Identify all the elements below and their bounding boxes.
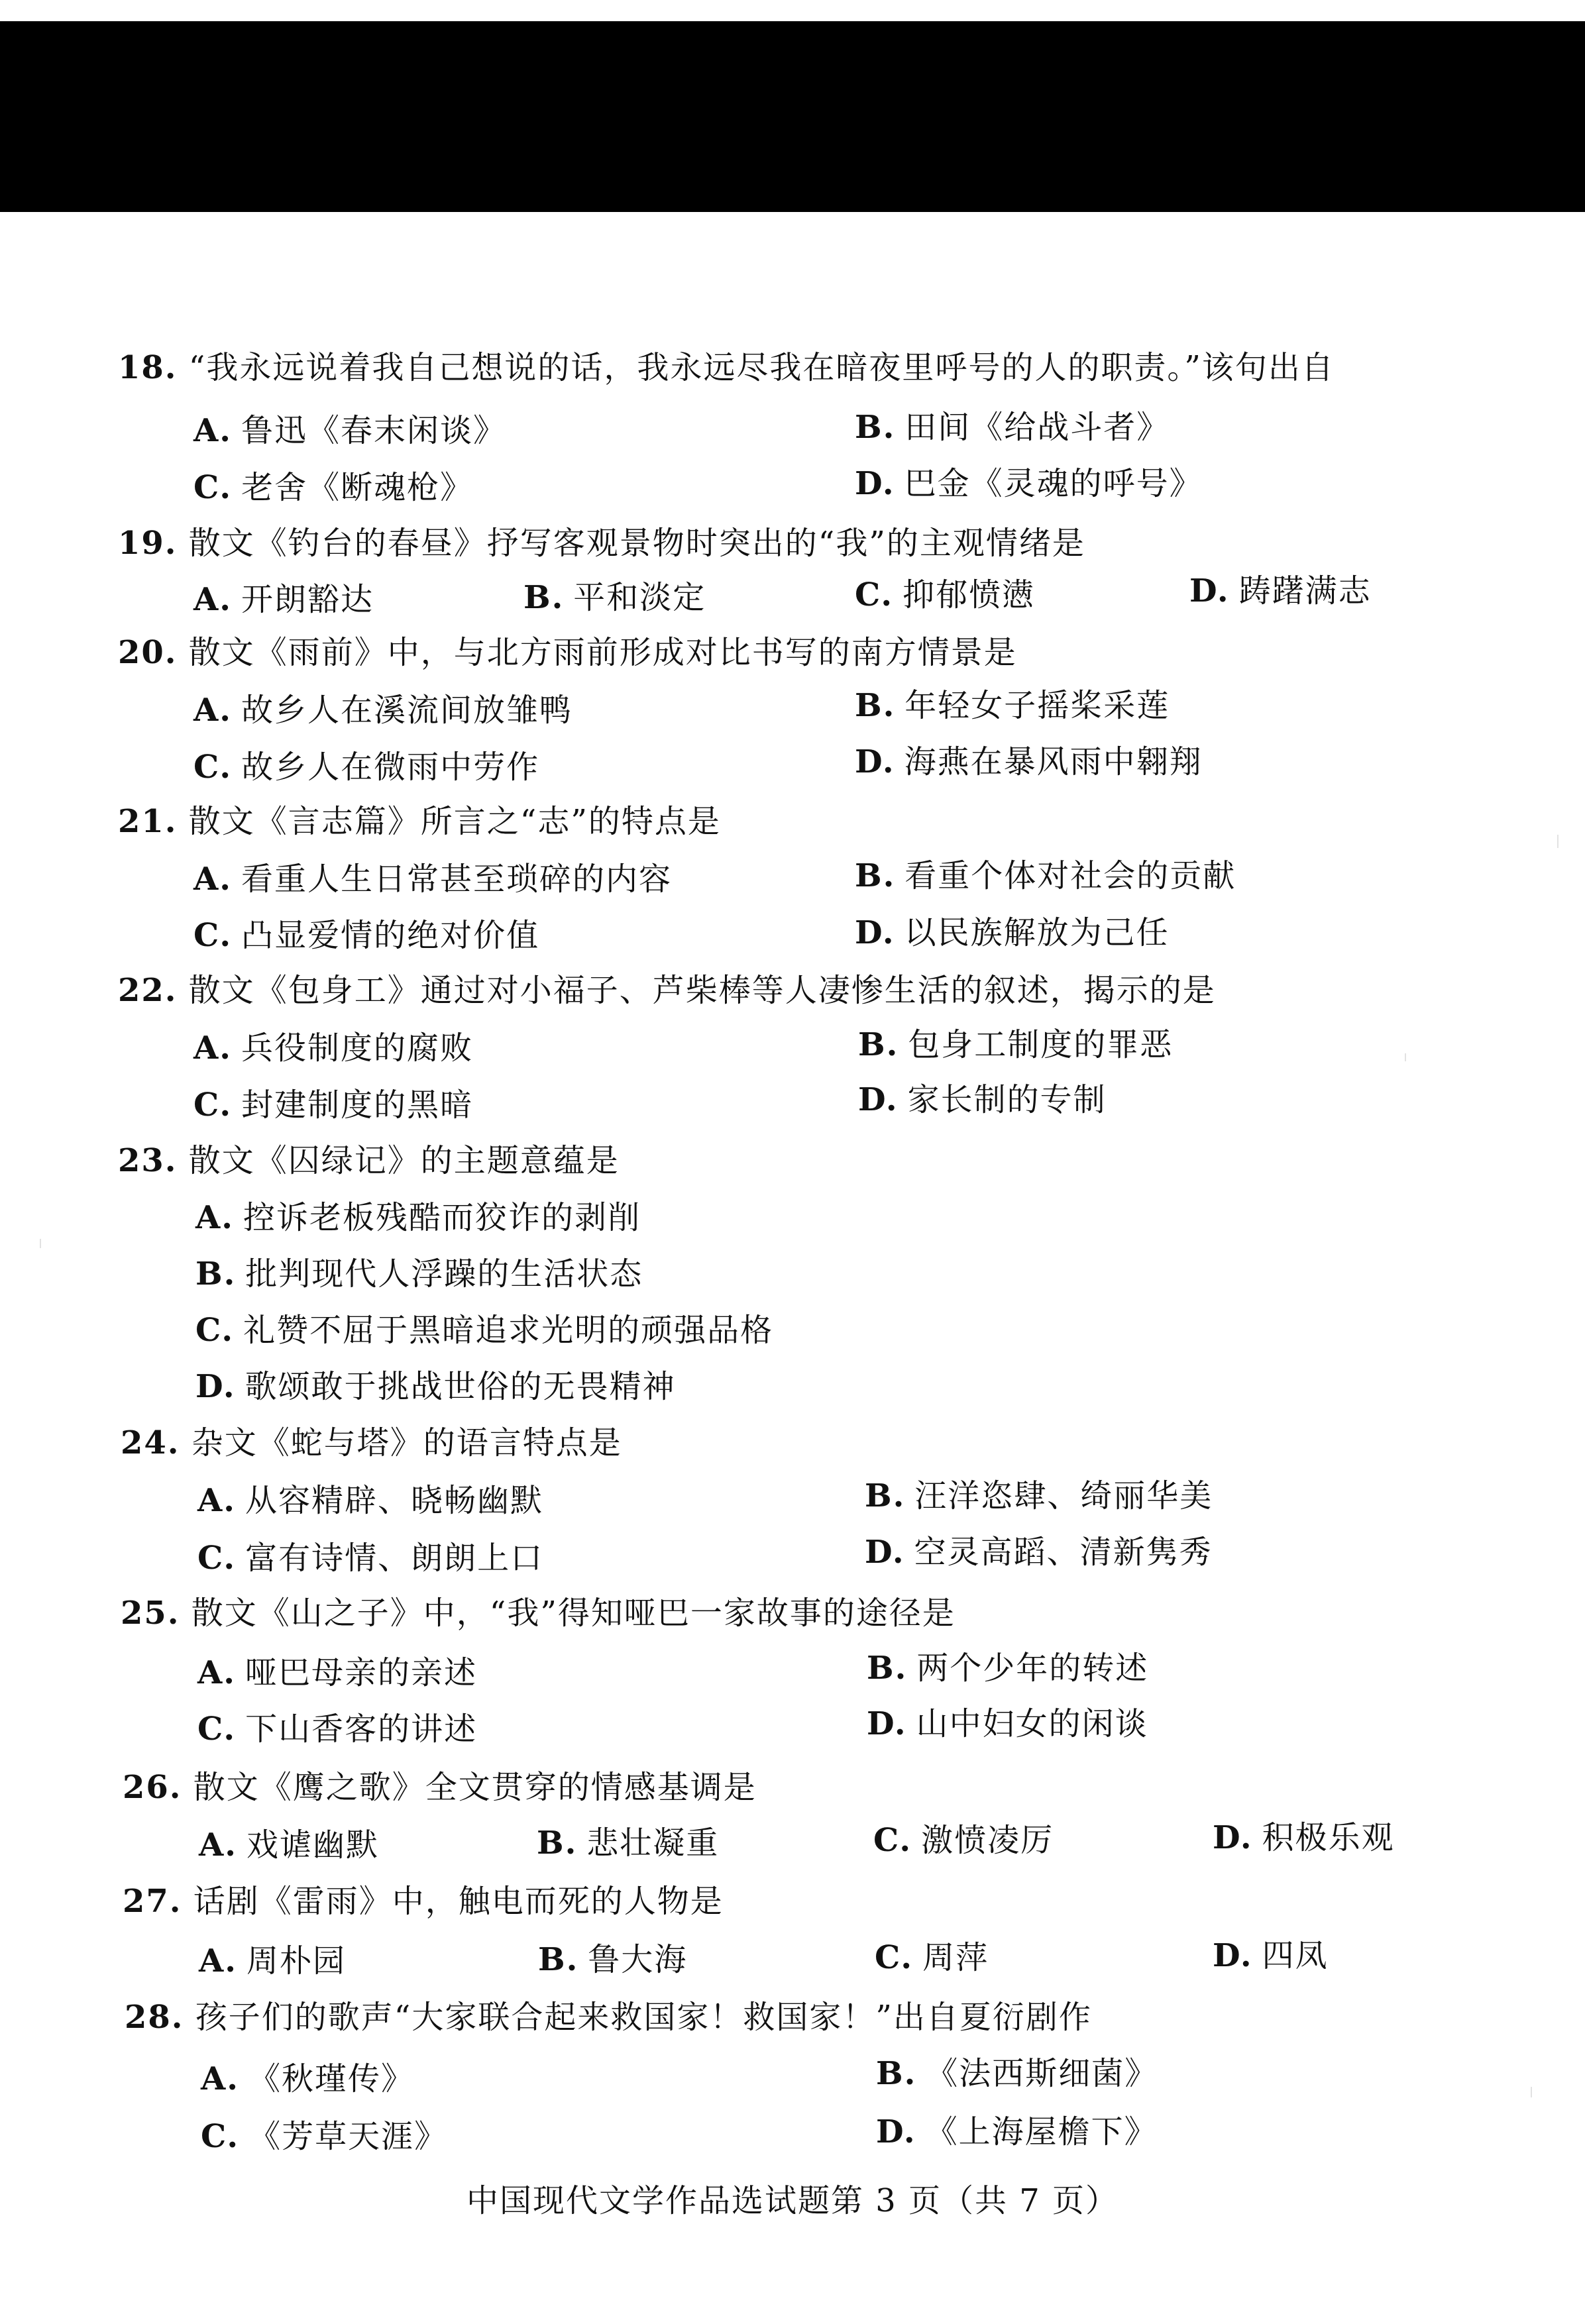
question-28-stem — [125, 1997, 1092, 2037]
question-text: 散文《雨前》中，与北方雨前形成对比书写的南方情景是 — [188, 634, 1017, 671]
question-21-option-d: D. 以民族解放为己任 — [855, 914, 1170, 951]
question-27-option-d: D. 四凤 — [1213, 1937, 1329, 1974]
question-19-stem — [118, 523, 1085, 563]
question-27-option-c: C. 周萍 — [875, 1939, 989, 1976]
question-text: 杂文《蛇与塔》的语言特点是 — [191, 1424, 622, 1461]
question-21-option-a: A. 看重人生日常甚至琐碎的内容 — [193, 861, 672, 898]
question-27-option-a: A. 周朴园 — [199, 1942, 346, 1980]
question-25-option-a: A. 哑巴母亲的亲述 — [197, 1654, 477, 1691]
question-text: 散文《囚绿记》的主题意蕴是 — [188, 1142, 620, 1179]
question-22-option-d: D. 家长制的专制 — [858, 1081, 1107, 1118]
question-18-option-a: A. 鲁迅《春末闲谈》 — [193, 412, 506, 449]
question-19-option-c: C. 抑郁愤懑 — [855, 576, 1036, 613]
question-19-option-b: B. 平和淡定 — [523, 579, 706, 616]
question-23-option-b: B. 批判现代人浮躁的生活状态 — [195, 1255, 643, 1293]
question-26-option-d: D. 积极乐观 — [1213, 1819, 1395, 1856]
question-18-option-b: B. 田间《给战斗者》 — [855, 409, 1170, 446]
question-24-stem — [121, 1423, 622, 1463]
question-23-stem — [118, 1141, 620, 1181]
question-text: 散文《山之子》中，“我”得知哑巴一家故事的途径是 — [191, 1595, 956, 1632]
question-28-option-a: A. 《秋瑾传》 — [201, 2060, 414, 2097]
question-20-option-b: B. 年轻女子摇桨采莲 — [855, 687, 1170, 724]
question-text: 话剧《雷雨》中，触电而死的人物是 — [193, 1883, 724, 1920]
question-28-option-b: B. 《法西斯细菌》 — [876, 2055, 1158, 2092]
question-25-option-b: B. 两个少年的转述 — [867, 1650, 1149, 1687]
question-25-stem — [121, 1593, 956, 1633]
question-20-stem — [118, 633, 1017, 672]
question-number: 19. — [118, 525, 178, 562]
question-text: 散文《钓台的春昼》抒写客观景物时突出的“我”的主观情绪是 — [188, 525, 1085, 562]
question-24-option-d: D. 空灵高蹈、清新隽秀 — [865, 1534, 1213, 1571]
question-number: 27. — [123, 1883, 182, 1920]
question-27-option-b: B. 鲁大海 — [538, 1941, 688, 1978]
question-24-option-c: C. 富有诗情、朗朗上口 — [197, 1540, 544, 1577]
question-26-option-a: A. 戏谑幽默 — [199, 1826, 379, 1864]
question-21-stem — [118, 802, 721, 841]
question-21-option-c: C. 凸显爱情的绝对价值 — [193, 917, 540, 954]
question-21-option-b: B. 看重个体对社会的贡献 — [855, 857, 1236, 894]
question-22-option-b: B. 包身工制度的罪恶 — [858, 1026, 1174, 1063]
question-22-option-c: C. 封建制度的黑暗 — [193, 1086, 474, 1124]
scan-speck — [1531, 2087, 1532, 2097]
question-text: 散文《鹰之歌》全文贯穿的情感基调是 — [193, 1769, 757, 1806]
scan-speck — [1557, 835, 1558, 848]
question-number: 28. — [125, 1999, 184, 2036]
question-23-option-d: D. 歌颂敢于挑战世俗的无畏精神 — [195, 1368, 676, 1405]
question-28-option-d: D. 《上海屋檐下》 — [876, 2113, 1158, 2150]
question-19-option-d: D. 踌躇满志 — [1189, 572, 1372, 609]
question-20-option-a: A. 故乡人在溪流间放雏鸭 — [193, 692, 573, 729]
question-26-option-c: C. 激愤凌厉 — [873, 1822, 1054, 1859]
question-text: “我永远说着我自己想说的话，我永远尽我在暗夜里呼号的人的职责。”该句出自 — [188, 349, 1335, 386]
question-18-option-d: D. 巴金《灵魂的呼号》 — [855, 465, 1203, 502]
question-22-stem — [118, 971, 1216, 1010]
question-number: 26. — [123, 1769, 182, 1806]
question-24-option-b: B. 汪洋恣肆、绮丽华美 — [865, 1477, 1213, 1514]
question-number: 23. — [118, 1142, 178, 1179]
question-19-option-a: A. 开朗豁达 — [193, 581, 374, 618]
redacted-header-bar — [0, 21, 1585, 212]
question-28-option-c: C. 《芳草天涯》 — [201, 2118, 448, 2155]
question-number: 22. — [118, 972, 178, 1009]
question-18-stem — [118, 348, 1335, 388]
scan-speck — [1405, 1053, 1406, 1061]
question-number: 25. — [121, 1595, 180, 1632]
question-number: 24. — [121, 1424, 180, 1461]
scan-speck — [40, 1239, 41, 1248]
question-25-option-c: C. 下山香客的讲述 — [197, 1711, 478, 1748]
question-text: 散文《言志篇》所言之“志”的特点是 — [188, 803, 721, 840]
question-24-option-a: A. 从容精辟、晓畅幽默 — [197, 1482, 543, 1519]
question-26-option-b: B. 悲壮凝重 — [537, 1824, 720, 1862]
question-23-option-c: C. 礼赞不屈于黑暗追求光明的顽强品格 — [195, 1312, 774, 1349]
question-20-option-d: D. 海燕在暴风雨中翱翔 — [855, 743, 1203, 780]
question-26-stem — [123, 1768, 757, 1807]
question-number: 20. — [118, 634, 178, 671]
question-18-option-c: C. 老舍《断魂枪》 — [193, 469, 474, 506]
question-text: 孩子们的歌声“大家联合起来救国家！救国家！”出自夏衍剧作 — [195, 1999, 1092, 2036]
question-25-option-d: D. 山中妇女的闲谈 — [867, 1705, 1148, 1742]
question-22-option-a: A. 兵役制度的腐败 — [193, 1030, 473, 1067]
question-text: 散文《包身工》通过对小福子、芦柴棒等人凄惨生活的叙述，揭示的是 — [188, 972, 1216, 1009]
page-footer: 中国现代文学作品选试题第 3 页（共 7 页） — [466, 2182, 1119, 2219]
question-23-option-a: A. 控诉老板残酷而狡诈的剥削 — [195, 1199, 641, 1236]
question-27-stem — [123, 1881, 724, 1921]
question-number: 21. — [118, 803, 178, 840]
question-20-option-c: C. 故乡人在微雨中劳作 — [193, 749, 540, 786]
question-number: 18. — [118, 349, 178, 386]
